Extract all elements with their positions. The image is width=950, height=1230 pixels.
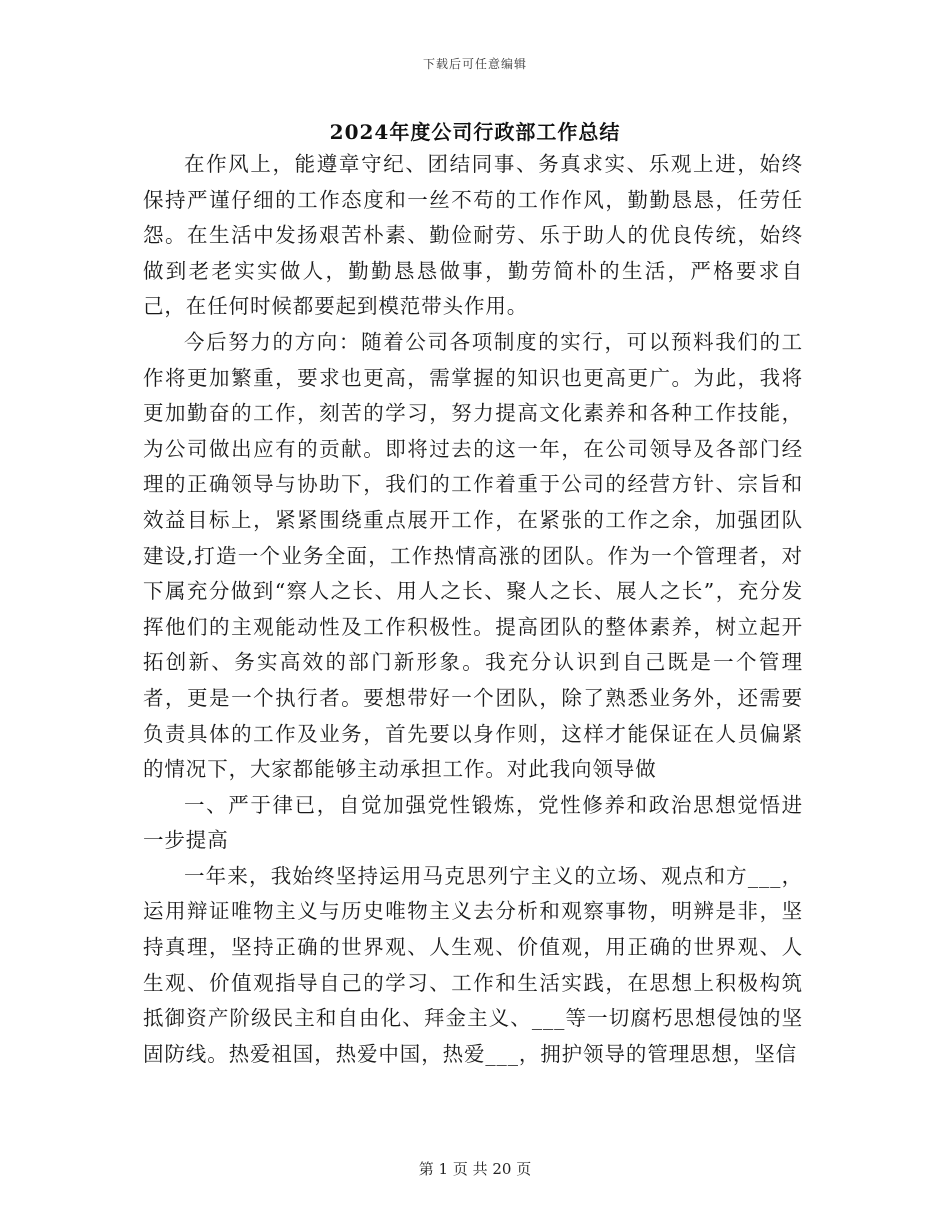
paragraph-section-heading-1: 一、严于律已，自觉加强党性锻炼，党性修养和政治思想觉悟进一步提高: [143, 792, 803, 853]
paragraph-work-style: 在作风上，能遵章守纪、团结同事、务真求实、乐观上进，始终保持严谨仔细的工作态度和一丝不苟的工作作风，勤勤恳恳，任劳任怨。在生活中发扬艰苦朴素、勤俭耐劳、乐于助人的优良传统，始终做到老老实实做人，勤勤恳恳做事，勤劳简朴的生活，严格要求自己，在任何时候都要起到模范带头作用。: [143, 152, 803, 319]
page-number-footer: 第 1 页 共 20 页: [418, 1160, 532, 1178]
paragraph-political-thought: 一年来，我始终坚持运用马克思列宁主义的立场、观点和方___，运用辩证唯物主义与历史唯物主义去分析和观察事物，明辨是非，坚持真理，坚持正确的世界观、人生观、价值观，用正确的世界观、人生观、价值观指导自己的学习、工作和生活实践，在思想上积极构筑抵御资产阶级民主和自由化、拜金主义、___等一切腐朽思想侵蚀的坚固防线。热爱祖国，热爱中国，热爱___，拥护领导的管理思想，坚信: [143, 863, 803, 1066]
page-header-note: 下载后可任意编辑: [422, 57, 527, 71]
document-body: [143, 147, 803, 1072]
document-title: 2024年度公司行政部工作总结: [329, 120, 621, 144]
paragraph-future-direction: 今后努力的方向：随着公司各项制度的实行，可以预料我们的工作将更加繁重，要求也更高，需掌握的知识也更高更广。为此，我将更加勤奋的工作，刻苦的学习，努力提高文化素养和各种工作技能，为公司做出应有的贡献。即将过去的这一年，在公司领导及各部门经理的正确领导与协助下，我们的工作着重于公司的经营方针、宗旨和效益目标上，紧紧围绕重点展开工作，在紧张的工作之余，加强团队建设,打造一个业务全面，工作热情高涨的团队。作为一个管理者，对下属充分做到“察人之长、用人之长、聚人之长、展人之长”，充分发挥他们的主观能动性及工作积极性。提高团队的整体素养，树立起开拓创新、务实高效的部门新形象。我充分认识到自己既是一个管理者，更是一个执行者。要想带好一个团队，除了熟悉业务外，还需要负责具体的工作及业务，首先要以身作则，这样才能保证在人员偏紧的情况下，大家都能够主动承担工作。对此我向领导做: [143, 329, 803, 782]
